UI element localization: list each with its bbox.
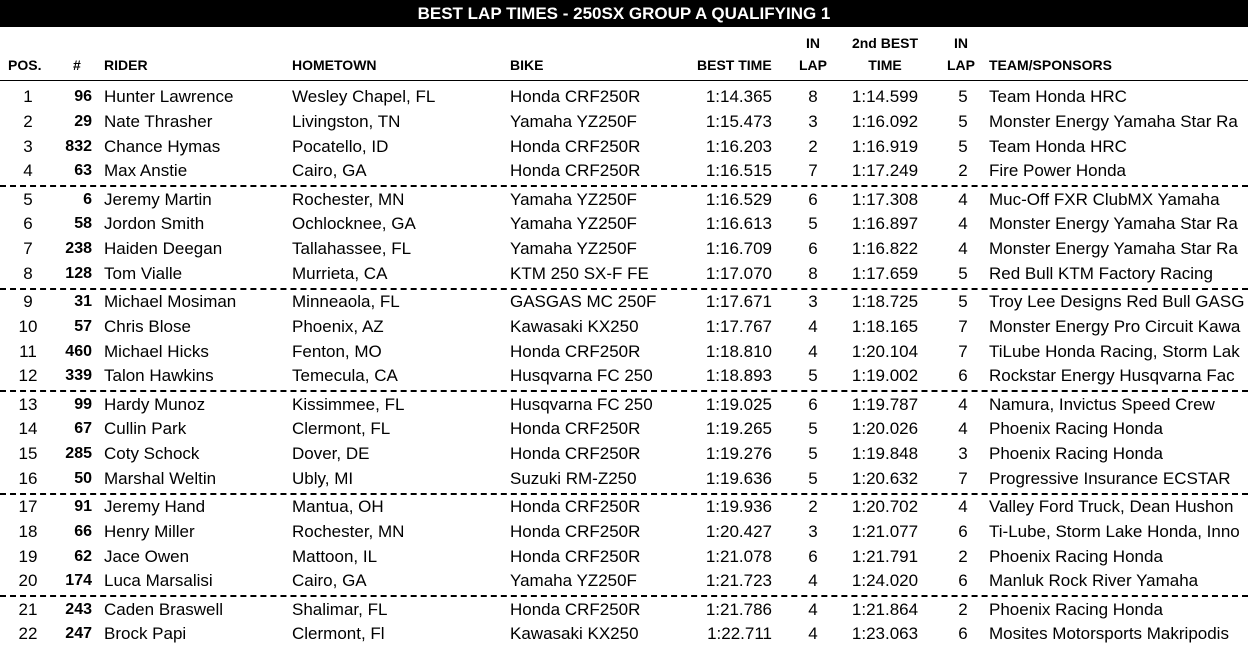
- cell-team: Valley Ford Truck, Dean Hushon: [989, 497, 1234, 516]
- cell-best-time: 1:17.767: [705, 316, 772, 336]
- cell-pos: 5: [23, 189, 33, 209]
- cell-pos: 16: [18, 468, 38, 488]
- cell-second-best-time: 1:20.026: [851, 419, 919, 439]
- cell-second-best-time: 1:14.599: [851, 87, 919, 106]
- header-num: #: [73, 57, 81, 73]
- cell-hometown: Minneaola, FL: [292, 292, 400, 311]
- cell-bike: Yamaha YZ250F: [510, 571, 637, 591]
- header-in-lap-top: IN: [806, 35, 820, 51]
- cell-second-best-time: 1:16.092: [851, 111, 919, 131]
- cell-second-best-time: 1:21.864: [851, 599, 919, 619]
- cell-second-best-time: 1:19.848: [851, 444, 919, 463]
- cell-rider: Chance Hymas: [104, 136, 221, 156]
- cell-best-time: 1:21.786: [705, 599, 772, 619]
- cell-team: Team Honda HRC: [989, 136, 1127, 156]
- cell-rider: Haiden Deegan: [104, 239, 223, 258]
- cell-rider: Michael Mosiman: [104, 292, 237, 311]
- cell-second-best-time: 1:18.725: [851, 292, 919, 311]
- cell-rider: Henry Miller: [104, 521, 195, 541]
- cell-in-lap: 6: [808, 546, 818, 566]
- cell-bike: Honda CRF250R: [510, 521, 641, 541]
- cell-second-best-time: 1:17.308: [851, 189, 919, 209]
- cell-in-lap: 6: [808, 239, 818, 258]
- cell-number: 128: [65, 264, 92, 282]
- cell-bike: Honda CRF250R: [510, 497, 641, 516]
- cell-in-lap: 4: [808, 624, 818, 644]
- page-title: BEST LAP TIMES - 250SX GROUP A QUALIFYING 1: [0, 0, 1248, 27]
- cell-best-time: 1:19.276: [705, 444, 772, 463]
- cell-hometown: Cairo, GA: [292, 571, 367, 591]
- cell-pos: 13: [18, 394, 38, 414]
- cell-in-lap2: 5: [958, 263, 968, 283]
- cell-in-lap2: 2: [958, 599, 968, 619]
- cell-in-lap: 5: [808, 366, 818, 386]
- cell-bike: Honda CRF250R: [510, 341, 641, 361]
- cell-in-lap2: 4: [958, 394, 968, 414]
- cell-number: 67: [74, 420, 92, 438]
- cell-team: Phoenix Racing Honda: [989, 599, 1163, 619]
- cell-best-time: 1:19.025: [705, 394, 772, 414]
- cell-number: 339: [65, 367, 92, 385]
- cell-in-lap2: 5: [958, 136, 968, 156]
- table-row: [0, 134, 1248, 159]
- cell-rider: Marshal Weltin: [104, 468, 217, 488]
- cell-bike: Yamaha YZ250F: [510, 189, 637, 209]
- cell-bike: Honda CRF250R: [510, 546, 641, 566]
- table-row: [0, 158, 1248, 183]
- cell-bike: KTM 250 SX-F FE: [510, 263, 649, 283]
- cell-pos: 14: [18, 419, 38, 439]
- cell-bike: Yamaha YZ250F: [510, 239, 637, 258]
- cell-rider: Cullin Park: [104, 419, 187, 439]
- cell-best-time: 1:19.265: [705, 419, 772, 439]
- cell-bike: Suzuki RM-Z250: [510, 468, 637, 488]
- cell-rider: Chris Blose: [104, 316, 191, 336]
- cell-hometown: Mantua, OH: [292, 497, 384, 516]
- cell-in-lap2: 5: [958, 292, 968, 311]
- cell-team: Monster Energy Yamaha Star Ra: [989, 214, 1238, 234]
- cell-bike: Honda CRF250R: [510, 161, 641, 181]
- cell-pos: 21: [18, 599, 38, 619]
- cell-best-time: 1:14.365: [705, 87, 772, 106]
- cell-rider: Max Anstie: [104, 161, 188, 181]
- cell-second-best-time: 1:16.919: [851, 136, 919, 156]
- cell-second-best-time: 1:16.822: [851, 239, 919, 258]
- cell-pos: 9: [23, 292, 33, 311]
- cell-bike: Yamaha YZ250F: [510, 111, 637, 131]
- cell-rider: Coty Schock: [104, 444, 200, 463]
- cell-hometown: Ubly, MI: [292, 468, 354, 488]
- cell-in-lap: 4: [808, 571, 818, 591]
- cell-hometown: Livingston, TN: [292, 111, 401, 131]
- cell-in-lap2: 4: [958, 214, 968, 234]
- cell-best-time: 1:20.427: [705, 521, 772, 541]
- cell-bike: Honda CRF250R: [510, 136, 641, 156]
- cell-in-lap: 2: [808, 497, 818, 516]
- cell-bike: Honda CRF250R: [510, 87, 641, 106]
- cell-hometown: Phoenix, AZ: [292, 316, 384, 336]
- cell-in-lap2: 6: [958, 624, 968, 644]
- cell-number: 832: [65, 137, 92, 155]
- cell-team: Phoenix Racing Honda: [989, 546, 1163, 566]
- table-row: [0, 416, 1248, 441]
- cell-in-lap: 6: [808, 394, 818, 414]
- cell-team: Fire Power Honda: [989, 161, 1127, 181]
- cell-second-best-time: 1:23.063: [851, 624, 919, 644]
- cell-in-lap: 2: [808, 136, 818, 156]
- cell-in-lap2: 2: [958, 161, 968, 181]
- cell-in-lap2: 4: [958, 239, 968, 258]
- cell-second-best-time: 1:21.077: [851, 521, 919, 541]
- cell-pos: 20: [18, 571, 38, 591]
- cell-pos: 11: [19, 341, 37, 361]
- cell-team: TiLube Honda Racing, Storm Lak: [989, 341, 1240, 361]
- cell-bike: Husqvarna FC 250: [510, 394, 653, 414]
- cell-number: 63: [74, 162, 92, 180]
- cell-bike: Honda CRF250R: [510, 599, 641, 619]
- table-row: [0, 392, 1248, 417]
- cell-best-time: 1:18.893: [705, 366, 772, 386]
- cell-team: Ti-Lube, Storm Lake Honda, Inno: [989, 521, 1240, 541]
- cell-in-lap2: 4: [958, 419, 968, 439]
- cell-second-best-time: 1:17.659: [851, 263, 919, 283]
- cell-second-best-time: 1:16.897: [851, 214, 919, 234]
- table-row: [0, 211, 1248, 236]
- cell-rider: Hardy Munoz: [104, 394, 206, 414]
- cell-hometown: Wesley Chapel, FL: [292, 87, 436, 106]
- cell-pos: 22: [18, 624, 38, 644]
- cell-second-best-time: 1:20.702: [851, 497, 919, 516]
- cell-best-time: 1:16.203: [705, 136, 772, 156]
- header-hometown: HOMETOWN: [292, 57, 377, 73]
- cell-second-best-time: 1:19.787: [851, 394, 919, 414]
- cell-number: 238: [65, 240, 92, 257]
- cell-second-best-time: 1:19.002: [851, 366, 919, 386]
- cell-hometown: Mattoon, IL: [292, 546, 378, 566]
- cell-best-time: 1:17.671: [705, 292, 772, 311]
- cell-team: Manluk Rock River Yamaha: [989, 571, 1199, 591]
- cell-in-lap: 7: [808, 161, 818, 181]
- cell-number: 243: [65, 600, 92, 618]
- header-in-lap2-bottom: LAP: [947, 57, 975, 73]
- cell-bike: Yamaha YZ250F: [510, 214, 637, 234]
- header-bike: BIKE: [510, 57, 544, 73]
- cell-rider: Michael Hicks: [104, 341, 209, 361]
- cell-in-lap2: 6: [958, 521, 968, 541]
- cell-team: Rockstar Energy Husqvarna Fac: [989, 366, 1235, 386]
- header-in-lap-bottom: LAP: [799, 57, 827, 73]
- header-second-best-bottom: TIME: [868, 57, 902, 73]
- cell-number: 460: [65, 342, 92, 360]
- cell-number: 174: [65, 572, 92, 590]
- cell-team: Progressive Insurance ECSTAR: [989, 468, 1231, 488]
- cell-pos: 17: [18, 497, 38, 516]
- cell-bike: Honda CRF250R: [510, 419, 641, 439]
- cell-hometown: Murrieta, CA: [292, 263, 388, 283]
- cell-team: Team Honda HRC: [989, 87, 1127, 106]
- header-best-time: BEST TIME: [697, 57, 772, 73]
- cell-team: Monster Energy Yamaha Star Ra: [989, 239, 1238, 258]
- cell-in-lap2: 6: [958, 571, 968, 591]
- cell-in-lap: 5: [808, 468, 818, 488]
- cell-best-time: 1:16.529: [705, 189, 772, 209]
- cell-number: 247: [65, 625, 92, 643]
- cell-hometown: Ochlocknee, GA: [292, 214, 416, 234]
- table-row: [0, 568, 1248, 593]
- cell-rider: Brock Papi: [104, 624, 187, 644]
- cell-second-best-time: 1:21.791: [851, 546, 919, 566]
- cell-rider: Luca Marsalisi: [104, 571, 213, 591]
- cell-rider: Jeremy Hand: [104, 497, 206, 516]
- cell-pos: 4: [23, 161, 33, 181]
- table-row: [0, 339, 1248, 364]
- cell-pos: 3: [23, 136, 33, 156]
- cell-number: 285: [65, 445, 92, 462]
- cell-in-lap: 4: [808, 341, 818, 361]
- cell-best-time: 1:19.636: [705, 468, 772, 488]
- table-row: [0, 289, 1248, 314]
- cell-in-lap2: 7: [958, 341, 968, 361]
- cell-team: Namura, Invictus Speed Crew: [989, 394, 1215, 414]
- table-row: [0, 84, 1248, 109]
- cell-pos: 7: [23, 239, 33, 258]
- cell-bike: Husqvarna FC 250: [510, 366, 653, 386]
- cell-number: 96: [74, 88, 92, 105]
- header-second-best-top: 2nd BEST: [851, 35, 919, 51]
- cell-best-time: 1:17.070: [705, 263, 772, 283]
- cell-team: Muc-Off FXR ClubMX Yamaha: [989, 189, 1220, 209]
- cell-team: Monster Energy Yamaha Star Ra: [989, 111, 1238, 131]
- cell-in-lap2: 7: [958, 316, 968, 336]
- cell-second-best-time: 1:24.020: [851, 571, 919, 591]
- table-row: [0, 519, 1248, 544]
- cell-in-lap: 5: [808, 419, 818, 439]
- cell-second-best-time: 1:20.632: [851, 468, 919, 488]
- cell-hometown: Rochester, MN: [292, 521, 405, 541]
- cell-rider: Nate Thrasher: [104, 111, 213, 131]
- cell-pos: 15: [18, 444, 38, 463]
- cell-number: 58: [74, 215, 92, 233]
- cell-in-lap2: 5: [958, 87, 968, 106]
- cell-best-time: 1:22.711: [707, 624, 772, 644]
- cell-in-lap2: 4: [958, 189, 968, 209]
- cell-hometown: Cairo, GA: [292, 161, 367, 181]
- table-row: [0, 621, 1248, 646]
- cell-best-time: 1:19.936: [705, 497, 772, 516]
- table-row: [0, 544, 1248, 569]
- cell-number: 6: [83, 190, 92, 208]
- cell-number: 29: [74, 112, 92, 130]
- cell-bike: Kawasaki KX250: [510, 316, 639, 336]
- cell-hometown: Dover, DE: [292, 444, 370, 463]
- cell-in-lap2: 2: [958, 546, 968, 566]
- cell-team: Phoenix Racing Honda: [989, 419, 1163, 439]
- header-in-lap2-top: IN: [954, 35, 968, 51]
- cell-rider: Caden Braswell: [104, 599, 224, 619]
- cell-number: 31: [74, 293, 92, 310]
- cell-number: 99: [74, 395, 92, 413]
- cell-rider: Jace Owen: [104, 546, 190, 566]
- table-row: [0, 261, 1248, 286]
- table-row: [0, 236, 1248, 261]
- cell-hometown: Kissimmee, FL: [292, 394, 405, 414]
- cell-number: 66: [74, 522, 92, 540]
- cell-in-lap: 8: [808, 87, 818, 106]
- cell-pos: 19: [18, 546, 38, 566]
- cell-in-lap2: 3: [958, 444, 968, 463]
- cell-in-lap2: 6: [958, 366, 968, 386]
- cell-pos: 6: [23, 214, 33, 234]
- table-row: [0, 109, 1248, 134]
- cell-number: 62: [74, 547, 92, 565]
- cell-best-time: 1:16.515: [705, 161, 772, 181]
- cell-second-best-time: 1:17.249: [851, 161, 919, 181]
- table-row: [0, 363, 1248, 388]
- cell-in-lap: 3: [808, 521, 818, 541]
- cell-best-time: 1:16.613: [705, 214, 772, 234]
- cell-hometown: Clermont, Fl: [292, 624, 385, 644]
- cell-team: Red Bull KTM Factory Racing: [989, 263, 1213, 283]
- cell-second-best-time: 1:20.104: [851, 341, 919, 361]
- cell-number: 91: [74, 498, 92, 515]
- cell-bike: Kawasaki KX250: [510, 624, 639, 644]
- cell-hometown: Clermont, FL: [292, 419, 391, 439]
- cell-in-lap2: 5: [958, 111, 968, 131]
- cell-rider: Tom Vialle: [104, 263, 183, 283]
- cell-best-time: 1:21.723: [705, 571, 772, 591]
- cell-pos: 12: [18, 366, 38, 386]
- cell-number: 57: [74, 317, 92, 335]
- cell-bike: GASGAS MC 250F: [510, 292, 657, 311]
- cell-hometown: Temecula, CA: [292, 366, 398, 386]
- cell-in-lap: 4: [808, 316, 818, 336]
- cell-team: Troy Lee Designs Red Bull GASG: [989, 292, 1245, 311]
- cell-in-lap: 8: [808, 263, 818, 283]
- cell-hometown: Shalimar, FL: [292, 599, 388, 619]
- cell-hometown: Fenton, MO: [292, 341, 382, 361]
- cell-pos: 18: [18, 521, 38, 541]
- header-pos: POS.: [8, 57, 42, 73]
- table-row: [0, 314, 1248, 339]
- table-row: [0, 494, 1248, 519]
- cell-in-lap: 3: [808, 111, 818, 131]
- cell-in-lap: 5: [808, 444, 818, 463]
- table-row: [0, 597, 1248, 622]
- cell-pos: 2: [23, 111, 33, 131]
- cell-in-lap2: 4: [958, 497, 968, 516]
- cell-in-lap: 4: [808, 599, 818, 619]
- cell-best-time: 1:21.078: [705, 546, 772, 566]
- table-row: [0, 187, 1248, 212]
- cell-pos: 8: [23, 263, 33, 283]
- cell-hometown: Pocatello, ID: [292, 136, 389, 156]
- table-row: [0, 441, 1248, 466]
- cell-bike: Honda CRF250R: [510, 444, 641, 463]
- cell-best-time: 1:15.473: [705, 111, 772, 131]
- cell-hometown: Rochester, MN: [292, 189, 405, 209]
- table-row: [0, 466, 1248, 491]
- cell-rider: Hunter Lawrence: [104, 87, 234, 106]
- cell-in-lap2: 7: [958, 468, 968, 488]
- cell-second-best-time: 1:18.165: [851, 316, 919, 336]
- header-team: TEAM/SPONSORS: [989, 57, 1112, 73]
- cell-best-time: 1:16.709: [705, 239, 772, 258]
- cell-team: Monster Energy Pro Circuit Kawa: [989, 316, 1241, 336]
- header-rider: RIDER: [104, 57, 148, 73]
- cell-best-time: 1:18.810: [705, 341, 772, 361]
- cell-in-lap: 3: [808, 292, 818, 311]
- cell-number: 50: [74, 469, 92, 487]
- cell-in-lap: 5: [808, 214, 818, 234]
- cell-rider: Talon Hawkins: [104, 366, 214, 386]
- cell-pos: 10: [18, 316, 38, 336]
- cell-team: Phoenix Racing Honda: [989, 444, 1163, 463]
- cell-team: Mosites Motorsports Makripodis: [989, 624, 1229, 644]
- cell-rider: Jordon Smith: [104, 214, 205, 234]
- cell-pos: 1: [23, 87, 33, 106]
- cell-rider: Jeremy Martin: [104, 189, 212, 209]
- cell-in-lap: 6: [808, 189, 818, 209]
- cell-hometown: Tallahassee, FL: [292, 239, 412, 258]
